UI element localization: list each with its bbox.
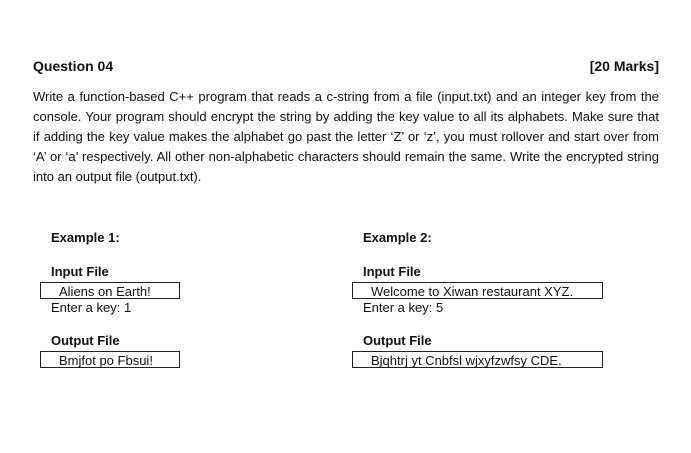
question-text: Write a function-based C++ program that reads a c-string from a file (input.txt) and an integer key from the console. Your program should encrypt the string by adding the key value to all its alphabets. Make sure that if adding the key value makes the alphabet go past the letter ‘Z’ or ‘z’, you must rollover and start over from ‘A’ or ‘a’ respectively. All other non-alphabetic characters should remain the same. Write the encrypted string into an output file (output.txt).: [33, 89, 659, 184]
example-2-key-text: Enter a key: 5: [363, 300, 444, 315]
example-1-output-box: Bmjfot po Fbsui!: [40, 351, 180, 368]
example-1-input-box: Aliens on Earth!: [40, 282, 180, 299]
example-1-key-text: Enter a key: 1: [51, 300, 132, 315]
example-2-title: Example 2:: [363, 230, 432, 245]
question-marks: [20 Marks]: [589, 58, 659, 74]
example-1-output-label: Output File: [51, 333, 120, 348]
example-2-output-label: Output File: [363, 333, 432, 348]
example-2: [352, 230, 652, 368]
example-1-input-label: Input File: [51, 264, 109, 279]
question-header: [33, 58, 659, 74]
example-2-input-label: Input File: [363, 264, 421, 279]
example-2-input-box: Welcome to Xiwan restaurant XYZ.: [352, 282, 603, 299]
example-1-title: Example 1:: [51, 230, 120, 245]
example-2-output-box: Bjqhtrj yt Cnbfsl wjxyfzwfsy CDE.: [352, 351, 603, 368]
example-1: [40, 230, 290, 368]
question-title: Question 04: [33, 58, 114, 74]
